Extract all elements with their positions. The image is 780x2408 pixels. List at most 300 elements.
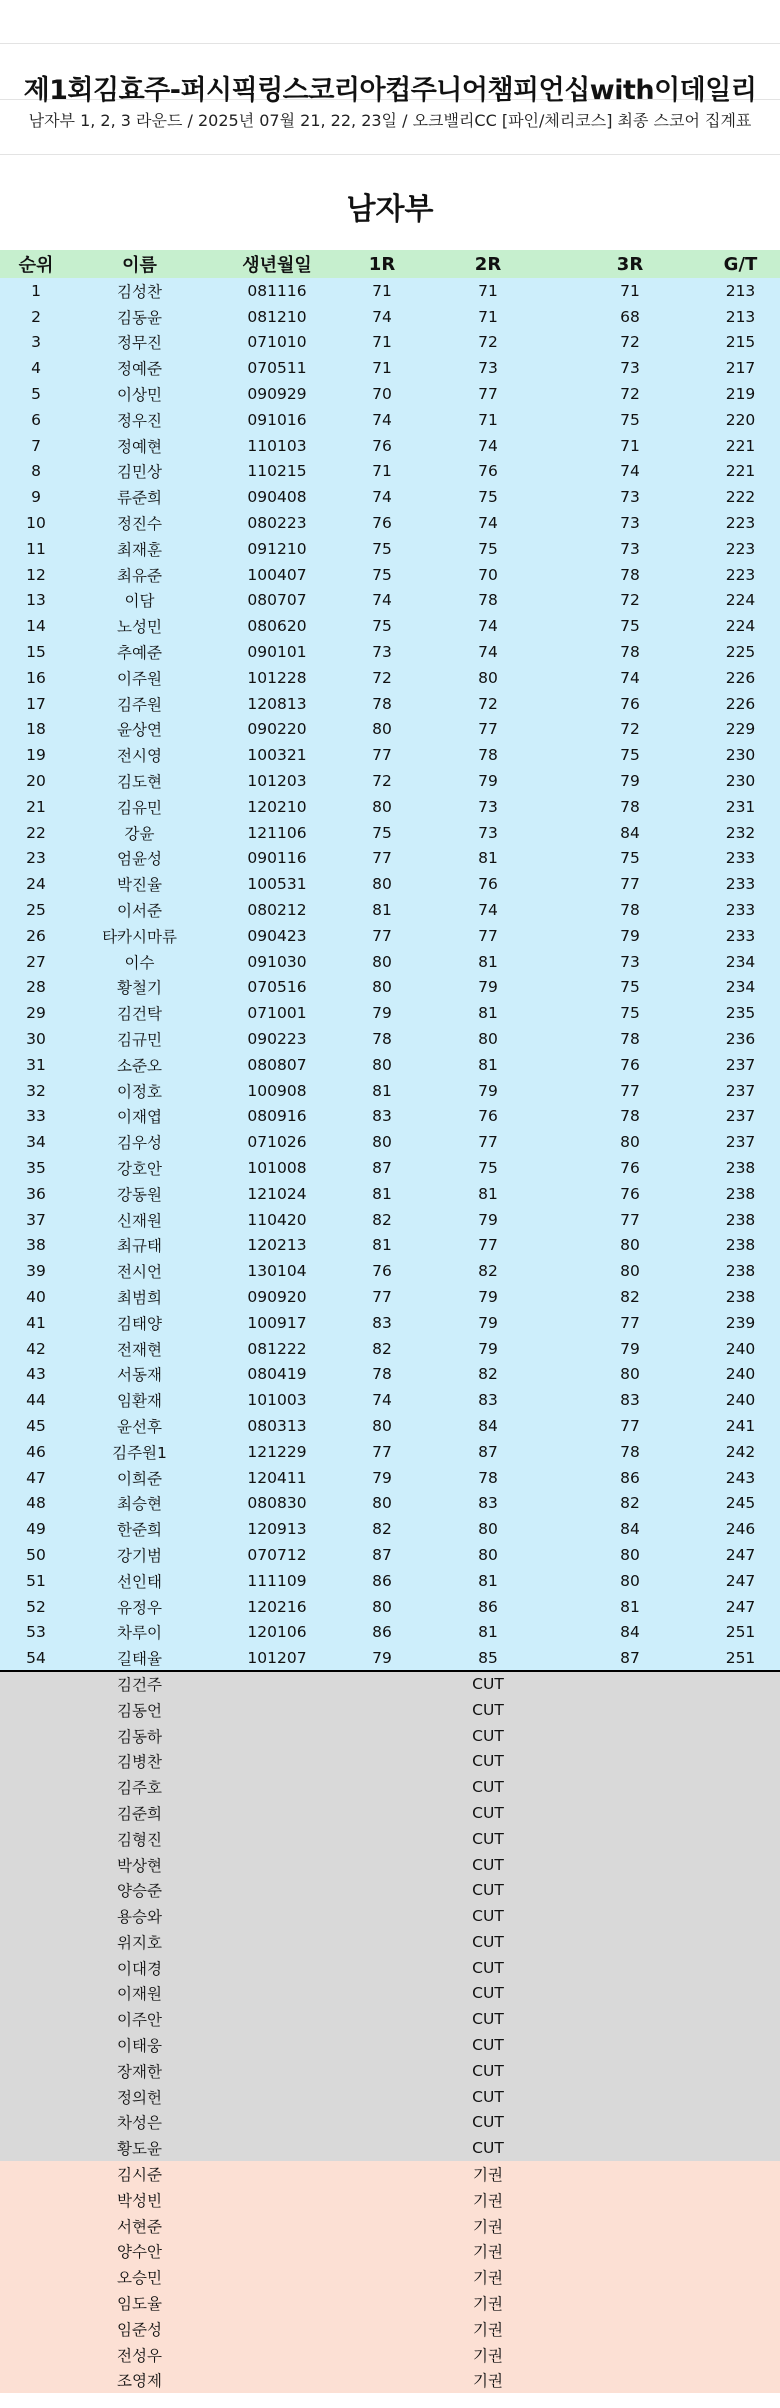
round-2-cell: 79 xyxy=(417,975,559,1001)
rank-cell: 44 xyxy=(0,1387,72,1413)
empty-cell xyxy=(207,2239,347,2265)
name-cell: 박진율 xyxy=(72,871,207,897)
name-cell: 김주원 xyxy=(72,691,207,717)
empty-cell xyxy=(559,2368,701,2394)
empty-cell xyxy=(701,2316,780,2342)
name-cell: 길태율 xyxy=(72,1645,207,1671)
round-2-cell: 81 xyxy=(417,1568,559,1594)
cut-player-row xyxy=(0,2084,780,2110)
empty-cell xyxy=(559,1774,701,1800)
empty-cell xyxy=(0,1981,72,2007)
ranked-player-row xyxy=(0,613,780,639)
birthdate-cell: 090101 xyxy=(207,639,347,665)
empty-cell xyxy=(207,1877,347,1903)
name-cell: 전재현 xyxy=(72,1336,207,1362)
name-cell: 정진수 xyxy=(72,510,207,536)
rank-cell: 34 xyxy=(0,1129,72,1155)
empty-cell xyxy=(559,2032,701,2058)
birthdate-cell: 101003 xyxy=(207,1387,347,1413)
birthdate-cell: 100908 xyxy=(207,1078,347,1104)
round-3-cell: 77 xyxy=(559,1310,701,1336)
empty-cell xyxy=(559,2161,701,2187)
empty-cell xyxy=(347,2032,417,2058)
total-cell: 241 xyxy=(701,1413,780,1439)
empty-cell xyxy=(207,1826,347,1852)
total-cell: 226 xyxy=(701,691,780,717)
name-cell: 이재엽 xyxy=(72,1104,207,1130)
name-cell: 류준희 xyxy=(72,484,207,510)
empty-cell xyxy=(559,2058,701,2084)
status-cell: CUT xyxy=(417,2135,559,2161)
birthdate-cell: 090116 xyxy=(207,846,347,872)
ranked-player-row xyxy=(0,1232,780,1258)
total-cell: 222 xyxy=(701,484,780,510)
round-1-cell: 80 xyxy=(347,1052,417,1078)
birthdate-cell: 091030 xyxy=(207,949,347,975)
rank-cell: 47 xyxy=(0,1465,72,1491)
round-1-cell: 77 xyxy=(347,923,417,949)
birthdate-cell: 090423 xyxy=(207,923,347,949)
round-1-cell: 86 xyxy=(347,1619,417,1645)
ranked-player-row xyxy=(0,1000,780,1026)
total-cell: 232 xyxy=(701,820,780,846)
round-3-cell: 78 xyxy=(559,562,701,588)
round-2-cell: 79 xyxy=(417,1078,559,1104)
name-cell: 서현준 xyxy=(72,2213,207,2239)
round-1-cell: 75 xyxy=(347,562,417,588)
round-2-cell: 75 xyxy=(417,536,559,562)
status-cell: CUT xyxy=(417,2084,559,2110)
round-2-cell: 80 xyxy=(417,665,559,691)
round-2-cell: 70 xyxy=(417,562,559,588)
rank-cell: 35 xyxy=(0,1155,72,1181)
empty-cell xyxy=(0,2213,72,2239)
rank-cell: 4 xyxy=(0,355,72,381)
round-2-cell: 74 xyxy=(417,433,559,459)
total-cell: 236 xyxy=(701,1026,780,1052)
table-header-row xyxy=(0,250,780,278)
empty-cell xyxy=(0,2006,72,2032)
empty-cell xyxy=(347,2084,417,2110)
empty-cell xyxy=(207,2368,347,2394)
withdrawn-player-row xyxy=(0,2213,780,2239)
round-2-cell: 77 xyxy=(417,381,559,407)
rank-cell: 38 xyxy=(0,1232,72,1258)
status-cell: CUT xyxy=(417,1748,559,1774)
birthdate-cell: 080212 xyxy=(207,897,347,923)
round-3-cell: 87 xyxy=(559,1645,701,1671)
rank-cell: 15 xyxy=(0,639,72,665)
round-1-cell: 74 xyxy=(347,407,417,433)
round-2-cell: 80 xyxy=(417,1516,559,1542)
total-cell: 237 xyxy=(701,1129,780,1155)
round-1-cell: 78 xyxy=(347,1026,417,1052)
empty-cell xyxy=(559,2316,701,2342)
round-3-cell: 76 xyxy=(559,1181,701,1207)
total-cell: 229 xyxy=(701,717,780,743)
empty-cell xyxy=(347,1877,417,1903)
rank-cell: 49 xyxy=(0,1516,72,1542)
withdrawn-player-row xyxy=(0,2239,780,2265)
rank-cell: 6 xyxy=(0,407,72,433)
empty-cell xyxy=(347,2006,417,2032)
ranked-player-row xyxy=(0,536,780,562)
round-2-cell: 74 xyxy=(417,639,559,665)
total-cell: 238 xyxy=(701,1284,780,1310)
round-2-cell: 81 xyxy=(417,1181,559,1207)
round-3-cell: 74 xyxy=(559,459,701,485)
empty-cell xyxy=(0,2290,72,2316)
status-cell: 기권 xyxy=(417,2368,559,2394)
round-2-cell: 77 xyxy=(417,717,559,743)
round-2-cell: 81 xyxy=(417,1619,559,1645)
ranked-player-row xyxy=(0,510,780,536)
rank-cell: 16 xyxy=(0,665,72,691)
name-cell: 이주안 xyxy=(72,2006,207,2032)
round-2-cell: 76 xyxy=(417,459,559,485)
total-cell: 240 xyxy=(701,1336,780,1362)
round-1-cell: 77 xyxy=(347,846,417,872)
round-2-cell: 77 xyxy=(417,1232,559,1258)
total-cell: 246 xyxy=(701,1516,780,1542)
rank-cell: 7 xyxy=(0,433,72,459)
total-cell: 245 xyxy=(701,1490,780,1516)
rank-cell: 29 xyxy=(0,1000,72,1026)
round-1-cell: 81 xyxy=(347,1078,417,1104)
empty-cell xyxy=(701,1826,780,1852)
round-1-cell: 74 xyxy=(347,304,417,330)
round-2-cell: 81 xyxy=(417,1052,559,1078)
empty-cell xyxy=(207,2135,347,2161)
empty-cell xyxy=(701,2187,780,2213)
name-cell: 노성민 xyxy=(72,613,207,639)
empty-cell xyxy=(701,1800,780,1826)
ranked-player-row xyxy=(0,304,780,330)
birthdate-cell: 120106 xyxy=(207,1619,347,1645)
rank-cell: 33 xyxy=(0,1104,72,1130)
round-3-cell: 80 xyxy=(559,1258,701,1284)
round-1-cell: 73 xyxy=(347,639,417,665)
birthdate-cell: 090408 xyxy=(207,484,347,510)
rank-cell: 8 xyxy=(0,459,72,485)
round-1-cell: 75 xyxy=(347,613,417,639)
rank-cell: 27 xyxy=(0,949,72,975)
name-cell: 이대경 xyxy=(72,1955,207,1981)
empty-cell xyxy=(0,1748,72,1774)
total-cell: 237 xyxy=(701,1078,780,1104)
total-cell: 224 xyxy=(701,613,780,639)
empty-cell xyxy=(559,1903,701,1929)
ranked-player-row xyxy=(0,1155,780,1181)
round-1-cell: 87 xyxy=(347,1542,417,1568)
empty-cell xyxy=(559,2187,701,2213)
round-1-cell: 75 xyxy=(347,536,417,562)
total-cell: 247 xyxy=(701,1594,780,1620)
name-cell: 이주원 xyxy=(72,665,207,691)
round-3-cell: 72 xyxy=(559,381,701,407)
round-2-cell: 80 xyxy=(417,1026,559,1052)
empty-cell xyxy=(347,2110,417,2136)
status-cell: CUT xyxy=(417,1800,559,1826)
ranked-player-row xyxy=(0,1594,780,1620)
round-3-cell: 75 xyxy=(559,975,701,1001)
status-cell: CUT xyxy=(417,2058,559,2084)
round-2-cell: 73 xyxy=(417,355,559,381)
empty-cell xyxy=(207,2342,347,2368)
round-2-cell: 79 xyxy=(417,768,559,794)
name-cell: 한준희 xyxy=(72,1516,207,1542)
total-cell: 226 xyxy=(701,665,780,691)
round-2-cell: 81 xyxy=(417,949,559,975)
name-cell: 이희준 xyxy=(72,1465,207,1491)
ranked-player-row xyxy=(0,820,780,846)
round-2-cell: 74 xyxy=(417,510,559,536)
round-3-cell: 73 xyxy=(559,536,701,562)
total-cell: 225 xyxy=(701,639,780,665)
empty-cell xyxy=(347,2239,417,2265)
rank-cell: 9 xyxy=(0,484,72,510)
empty-cell xyxy=(559,1929,701,1955)
round-3-cell: 72 xyxy=(559,717,701,743)
round-3-cell: 73 xyxy=(559,510,701,536)
cut-player-row xyxy=(0,1671,780,1697)
name-cell: 차성은 xyxy=(72,2110,207,2136)
round-1-cell: 81 xyxy=(347,897,417,923)
round-1-cell: 80 xyxy=(347,1490,417,1516)
name-cell: 추예준 xyxy=(72,639,207,665)
withdrawn-player-row xyxy=(0,2187,780,2213)
birthdate-cell: 110420 xyxy=(207,1207,347,1233)
empty-cell xyxy=(701,2006,780,2032)
birthdate-cell: 110103 xyxy=(207,433,347,459)
round-3-cell: 77 xyxy=(559,1413,701,1439)
round-2-cell: 77 xyxy=(417,923,559,949)
round-1-cell: 76 xyxy=(347,510,417,536)
status-cell: CUT xyxy=(417,1774,559,1800)
rank-cell: 3 xyxy=(0,330,72,356)
empty-cell xyxy=(0,1800,72,1826)
birthdate-cell: 101207 xyxy=(207,1645,347,1671)
round-3-cell: 77 xyxy=(559,1078,701,1104)
status-cell: 기권 xyxy=(417,2213,559,2239)
empty-cell xyxy=(701,1852,780,1878)
round-1-cell: 81 xyxy=(347,1181,417,1207)
name-cell: 황철기 xyxy=(72,975,207,1001)
rank-cell: 18 xyxy=(0,717,72,743)
name-cell: 이태웅 xyxy=(72,2032,207,2058)
total-cell: 231 xyxy=(701,794,780,820)
birthdate-cell: 071010 xyxy=(207,330,347,356)
total-cell: 237 xyxy=(701,1104,780,1130)
name-cell: 최규태 xyxy=(72,1232,207,1258)
empty-cell xyxy=(207,2316,347,2342)
empty-cell xyxy=(701,2110,780,2136)
round-2-cell: 86 xyxy=(417,1594,559,1620)
empty-cell xyxy=(347,2290,417,2316)
ranked-player-row xyxy=(0,897,780,923)
rank-cell: 48 xyxy=(0,1490,72,1516)
ranked-player-row xyxy=(0,1078,780,1104)
cut-player-row xyxy=(0,1929,780,1955)
round-3-cell: 78 xyxy=(559,794,701,820)
round-1-cell: 80 xyxy=(347,1413,417,1439)
name-cell: 최유준 xyxy=(72,562,207,588)
empty-cell xyxy=(207,1955,347,1981)
empty-cell xyxy=(207,2006,347,2032)
ranked-player-row xyxy=(0,1413,780,1439)
ranked-player-row xyxy=(0,975,780,1001)
empty-cell xyxy=(207,1903,347,1929)
empty-cell xyxy=(701,1697,780,1723)
rank-cell: 10 xyxy=(0,510,72,536)
round-3-cell: 73 xyxy=(559,355,701,381)
round-1-cell: 82 xyxy=(347,1336,417,1362)
round-3-cell: 77 xyxy=(559,871,701,897)
cut-player-row xyxy=(0,1955,780,1981)
round-2-cell: 83 xyxy=(417,1387,559,1413)
round-1-cell: 80 xyxy=(347,1129,417,1155)
total-cell: 213 xyxy=(701,304,780,330)
rank-cell: 51 xyxy=(0,1568,72,1594)
empty-cell xyxy=(207,1852,347,1878)
birthdate-cell: 120813 xyxy=(207,691,347,717)
total-cell: 220 xyxy=(701,407,780,433)
empty-cell xyxy=(207,1929,347,1955)
empty-cell xyxy=(559,2110,701,2136)
round-1-cell: 80 xyxy=(347,975,417,1001)
empty-cell xyxy=(347,2161,417,2187)
rank-cell: 21 xyxy=(0,794,72,820)
round-2-cell: 73 xyxy=(417,794,559,820)
status-cell: CUT xyxy=(417,1955,559,1981)
page-subtitle: 남자부 1, 2, 3 라운드 / 2025년 07월 21, 22, 23일 / 오크밸리CC [파인/체리코스] 최종 스코어 집계표 xyxy=(28,111,752,130)
ranked-player-row xyxy=(0,1387,780,1413)
empty-cell xyxy=(701,1955,780,1981)
empty-cell xyxy=(559,2213,701,2239)
ranked-player-row xyxy=(0,1619,780,1645)
empty-cell xyxy=(347,2368,417,2394)
total-cell: 230 xyxy=(701,768,780,794)
rank-cell: 20 xyxy=(0,768,72,794)
name-cell: 위지호 xyxy=(72,1929,207,1955)
round-2-cell: 83 xyxy=(417,1490,559,1516)
ranked-player-row xyxy=(0,433,780,459)
rank-cell: 19 xyxy=(0,742,72,768)
ranked-player-row xyxy=(0,639,780,665)
empty-cell xyxy=(347,2213,417,2239)
round-1-cell: 82 xyxy=(347,1207,417,1233)
name-cell: 김동하 xyxy=(72,1723,207,1749)
name-cell: 오승민 xyxy=(72,2264,207,2290)
total-cell: 242 xyxy=(701,1439,780,1465)
birthdate-cell: 080916 xyxy=(207,1104,347,1130)
cut-player-row xyxy=(0,1903,780,1929)
rank-cell: 2 xyxy=(0,304,72,330)
withdrawn-player-row xyxy=(0,2368,780,2394)
round-1-cell: 80 xyxy=(347,717,417,743)
ranked-player-row xyxy=(0,691,780,717)
name-cell: 김주호 xyxy=(72,1774,207,1800)
rank-cell: 26 xyxy=(0,923,72,949)
status-cell: 기권 xyxy=(417,2316,559,2342)
round-2-cell: 75 xyxy=(417,1155,559,1181)
ranked-player-row xyxy=(0,717,780,743)
round-2-cell: 84 xyxy=(417,1413,559,1439)
status-cell: CUT xyxy=(417,2032,559,2058)
round-3-cell: 75 xyxy=(559,1000,701,1026)
empty-cell xyxy=(559,1800,701,1826)
name-cell: 양수안 xyxy=(72,2239,207,2265)
birthdate-cell: 080830 xyxy=(207,1490,347,1516)
name-cell: 전시언 xyxy=(72,1258,207,1284)
name-cell: 김건탁 xyxy=(72,1000,207,1026)
birthdate-cell: 080707 xyxy=(207,588,347,614)
round-2-cell: 77 xyxy=(417,1129,559,1155)
total-cell: 223 xyxy=(701,536,780,562)
empty-cell xyxy=(559,1955,701,1981)
birthdate-cell: 100407 xyxy=(207,562,347,588)
name-cell: 강기범 xyxy=(72,1542,207,1568)
round-3-cell: 75 xyxy=(559,613,701,639)
round-1-cell: 74 xyxy=(347,588,417,614)
empty-cell xyxy=(0,1852,72,1878)
cut-player-row xyxy=(0,2135,780,2161)
round-3-cell: 82 xyxy=(559,1490,701,1516)
empty-cell xyxy=(701,1671,780,1697)
sheet-gridline xyxy=(0,43,780,44)
empty-cell xyxy=(0,2316,72,2342)
empty-cell xyxy=(701,1929,780,1955)
name-cell: 정의헌 xyxy=(72,2084,207,2110)
empty-cell xyxy=(347,1697,417,1723)
total-cell: 240 xyxy=(701,1387,780,1413)
cut-player-row xyxy=(0,1877,780,1903)
ranked-player-row xyxy=(0,1568,780,1594)
name-cell: 정예현 xyxy=(72,433,207,459)
name-cell: 이정호 xyxy=(72,1078,207,1104)
round-2-cell: 87 xyxy=(417,1439,559,1465)
name-cell: 이담 xyxy=(72,588,207,614)
total-cell: 233 xyxy=(701,897,780,923)
cut-player-row xyxy=(0,1826,780,1852)
empty-cell xyxy=(559,2135,701,2161)
round-1-cell: 81 xyxy=(347,1232,417,1258)
empty-cell xyxy=(347,2316,417,2342)
rank-cell: 30 xyxy=(0,1026,72,1052)
round-1-cell: 76 xyxy=(347,433,417,459)
ranked-player-row xyxy=(0,742,780,768)
status-cell: CUT xyxy=(417,1877,559,1903)
empty-cell xyxy=(207,2213,347,2239)
empty-cell xyxy=(207,2032,347,2058)
header-birthdate: 생년월일 xyxy=(207,250,347,278)
round-3-cell: 71 xyxy=(559,433,701,459)
ranked-player-row xyxy=(0,1129,780,1155)
round-3-cell: 79 xyxy=(559,923,701,949)
round-2-cell: 85 xyxy=(417,1645,559,1671)
cut-player-row xyxy=(0,1852,780,1878)
birthdate-cell: 071001 xyxy=(207,1000,347,1026)
ranked-player-row xyxy=(0,588,780,614)
total-cell: 240 xyxy=(701,1361,780,1387)
name-cell: 김규민 xyxy=(72,1026,207,1052)
round-2-cell: 78 xyxy=(417,588,559,614)
name-cell: 김병찬 xyxy=(72,1748,207,1774)
cut-player-row xyxy=(0,1697,780,1723)
empty-cell xyxy=(701,1723,780,1749)
empty-cell xyxy=(0,2161,72,2187)
empty-cell xyxy=(347,1826,417,1852)
